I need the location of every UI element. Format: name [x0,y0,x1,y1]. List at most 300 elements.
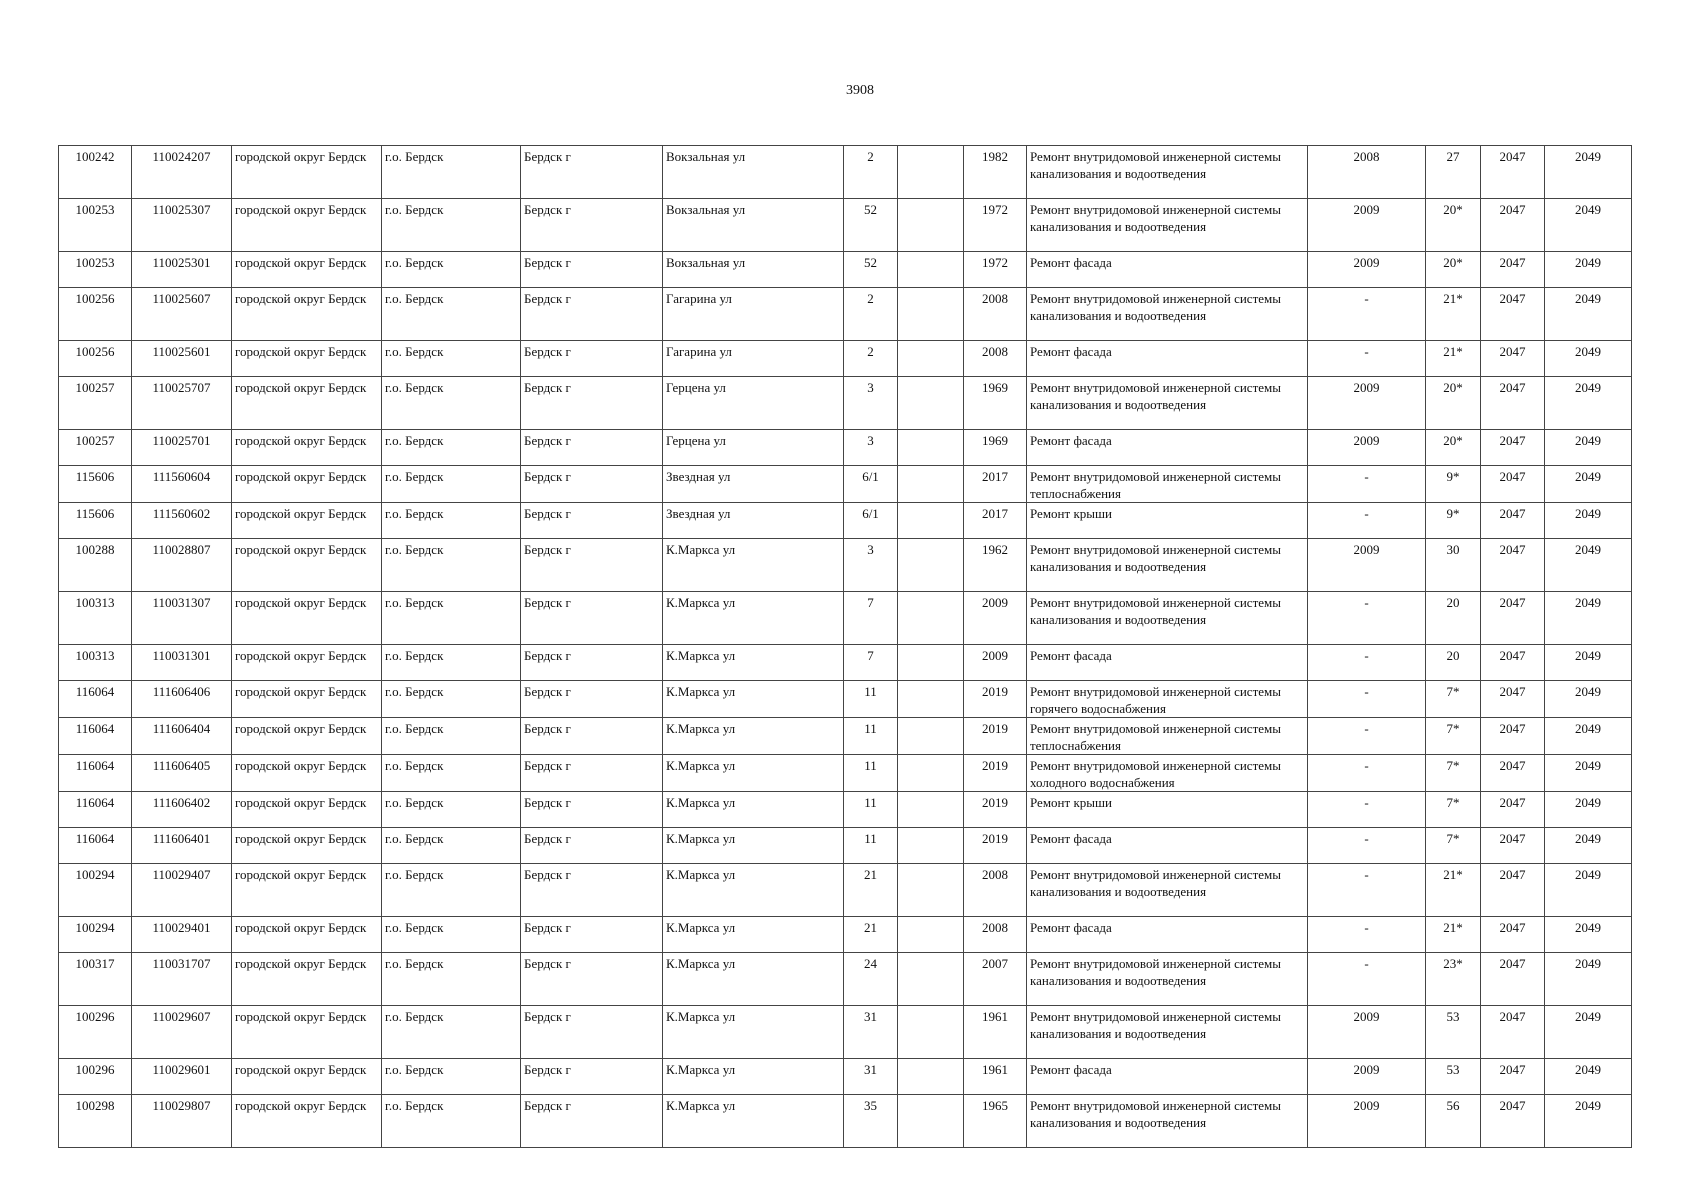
street-cell: К.Маркса ул [663,828,844,864]
work-type-cell: Ремонт фасада [1027,645,1308,681]
district-cell: городской округ Бердск [232,792,382,828]
plan-start-year-cell: 2047 [1481,430,1545,466]
settlement-cell: Бердск г [521,377,663,430]
plan-start-year-cell: 2047 [1481,503,1545,539]
table-row [59,755,1632,792]
building-cell [898,466,964,503]
house-number-cell: 2 [844,146,898,199]
settlement-cell: Бердск г [521,252,663,288]
plan-start-year-cell: 2047 [1481,864,1545,917]
table-row [59,828,1632,864]
work-id-cell: 110029607 [132,1006,232,1059]
district-cell: городской округ Бердск [232,341,382,377]
district-cell: городской округ Бердск [232,864,382,917]
district-cell: городской округ Бердск [232,146,382,199]
district-cell: городской округ Бердск [232,1095,382,1148]
plan-end-year-cell: 2049 [1545,146,1632,199]
building-cell [898,341,964,377]
table-row [59,1006,1632,1059]
plan-start-year-cell: 2047 [1481,755,1545,792]
record-id-cell: 100253 [59,199,132,252]
street-cell: К.Маркса ул [663,792,844,828]
district-cell: городской округ Бердск [232,755,382,792]
street-cell: К.Маркса ул [663,1095,844,1148]
work-type-cell: Ремонт внутридомовой инженерной системы канализования и водоотведения [1027,539,1308,592]
building-cell [898,953,964,1006]
house-number-cell: 11 [844,828,898,864]
table-body [59,146,1632,1148]
street-cell: К.Маркса ул [663,1059,844,1095]
table-row [59,377,1632,430]
settlement-cell: Бердск г [521,1095,663,1148]
municipality-cell: г.о. Бердск [382,864,521,917]
house-number-cell: 52 [844,199,898,252]
registry-table [58,145,1632,1148]
plan-end-year-cell: 2049 [1545,341,1632,377]
build-year-cell: 2007 [964,953,1027,1006]
record-id-cell: 100317 [59,953,132,1006]
district-cell: городской округ Бердск [232,288,382,341]
work-id-cell: 110025701 [132,430,232,466]
municipality-cell: г.о. Бердск [382,341,521,377]
last-repair-year-cell: 2009 [1308,539,1426,592]
settlement-cell: Бердск г [521,792,663,828]
house-number-cell: 24 [844,953,898,1006]
plan-end-year-cell: 2049 [1545,377,1632,430]
settlement-cell: Бердск г [521,341,663,377]
building-cell [898,539,964,592]
wear-cell: 20* [1426,199,1481,252]
building-cell [898,503,964,539]
municipality-cell: г.о. Бердск [382,1006,521,1059]
street-cell: К.Маркса ул [663,917,844,953]
street-cell: К.Маркса ул [663,953,844,1006]
street-cell: К.Маркса ул [663,645,844,681]
building-cell [898,252,964,288]
table-row [59,1059,1632,1095]
street-cell: Гагарина ул [663,341,844,377]
street-cell: Звездная ул [663,466,844,503]
build-year-cell: 1962 [964,539,1027,592]
settlement-cell: Бердск г [521,864,663,917]
street-cell: К.Маркса ул [663,755,844,792]
plan-end-year-cell: 2049 [1545,917,1632,953]
building-cell [898,377,964,430]
work-type-cell: Ремонт внутридомовой инженерной системы горячего водоснабжения [1027,681,1308,718]
build-year-cell: 2019 [964,828,1027,864]
plan-start-year-cell: 2047 [1481,288,1545,341]
house-number-cell: 6/1 [844,466,898,503]
building-cell [898,288,964,341]
record-id-cell: 116064 [59,792,132,828]
building-cell [898,917,964,953]
house-number-cell: 2 [844,288,898,341]
work-id-cell: 111606406 [132,681,232,718]
build-year-cell: 2017 [964,466,1027,503]
plan-end-year-cell: 2049 [1545,592,1632,645]
district-cell: городской округ Бердск [232,252,382,288]
last-repair-year-cell: - [1308,466,1426,503]
municipality-cell: г.о. Бердск [382,430,521,466]
work-id-cell: 110025601 [132,341,232,377]
settlement-cell: Бердск г [521,539,663,592]
house-number-cell: 2 [844,341,898,377]
record-id-cell: 100296 [59,1059,132,1095]
house-number-cell: 21 [844,917,898,953]
record-id-cell: 100257 [59,430,132,466]
settlement-cell: Бердск г [521,288,663,341]
district-cell: городской округ Бердск [232,645,382,681]
district-cell: городской округ Бердск [232,917,382,953]
work-id-cell: 111606402 [132,792,232,828]
work-type-cell: Ремонт фасада [1027,252,1308,288]
plan-start-year-cell: 2047 [1481,953,1545,1006]
record-id-cell: 115606 [59,466,132,503]
work-type-cell: Ремонт внутридомовой инженерной системы канализования и водоотведения [1027,146,1308,199]
work-type-cell: Ремонт внутридомовой инженерной системы канализования и водоотведения [1027,377,1308,430]
build-year-cell: 2008 [964,341,1027,377]
table-row [59,917,1632,953]
build-year-cell: 2009 [964,592,1027,645]
building-cell [898,1006,964,1059]
wear-cell: 27 [1426,146,1481,199]
house-number-cell: 3 [844,377,898,430]
municipality-cell: г.о. Бердск [382,539,521,592]
build-year-cell: 2017 [964,503,1027,539]
last-repair-year-cell: - [1308,828,1426,864]
wear-cell: 56 [1426,1095,1481,1148]
street-cell: К.Маркса ул [663,718,844,755]
record-id-cell: 100294 [59,864,132,917]
district-cell: городской округ Бердск [232,430,382,466]
municipality-cell: г.о. Бердск [382,377,521,430]
last-repair-year-cell: - [1308,792,1426,828]
settlement-cell: Бердск г [521,645,663,681]
last-repair-year-cell: - [1308,288,1426,341]
work-type-cell: Ремонт крыши [1027,792,1308,828]
wear-cell: 7* [1426,792,1481,828]
building-cell [898,718,964,755]
work-type-cell: Ремонт внутридомовой инженерной системы канализования и водоотведения [1027,1006,1308,1059]
build-year-cell: 1969 [964,430,1027,466]
build-year-cell: 1965 [964,1095,1027,1148]
municipality-cell: г.о. Бердск [382,503,521,539]
house-number-cell: 11 [844,718,898,755]
settlement-cell: Бердск г [521,199,663,252]
work-id-cell: 110025301 [132,252,232,288]
last-repair-year-cell: - [1308,503,1426,539]
plan-start-year-cell: 2047 [1481,466,1545,503]
work-type-cell: Ремонт внутридомовой инженерной системы канализования и водоотведения [1027,288,1308,341]
record-id-cell: 100288 [59,539,132,592]
work-id-cell: 110029807 [132,1095,232,1148]
last-repair-year-cell: - [1308,681,1426,718]
record-id-cell: 100253 [59,252,132,288]
district-cell: городской округ Бердск [232,681,382,718]
plan-end-year-cell: 2049 [1545,953,1632,1006]
municipality-cell: г.о. Бердск [382,199,521,252]
last-repair-year-cell: - [1308,755,1426,792]
settlement-cell: Бердск г [521,1059,663,1095]
street-cell: Герцена ул [663,430,844,466]
district-cell: городской округ Бердск [232,503,382,539]
building-cell [898,1059,964,1095]
build-year-cell: 2009 [964,645,1027,681]
street-cell: К.Маркса ул [663,864,844,917]
municipality-cell: г.о. Бердск [382,1095,521,1148]
settlement-cell: Бердск г [521,755,663,792]
wear-cell: 21* [1426,341,1481,377]
wear-cell: 21* [1426,864,1481,917]
building-cell [898,645,964,681]
settlement-cell: Бердск г [521,917,663,953]
build-year-cell: 2019 [964,755,1027,792]
building-cell [898,864,964,917]
last-repair-year-cell: - [1308,592,1426,645]
municipality-cell: г.о. Бердск [382,592,521,645]
work-id-cell: 110029401 [132,917,232,953]
table-row [59,252,1632,288]
district-cell: городской округ Бердск [232,466,382,503]
settlement-cell: Бердск г [521,828,663,864]
wear-cell: 21* [1426,917,1481,953]
plan-end-year-cell: 2049 [1545,792,1632,828]
table-row [59,341,1632,377]
settlement-cell: Бердск г [521,503,663,539]
last-repair-year-cell: - [1308,864,1426,917]
build-year-cell: 1972 [964,252,1027,288]
last-repair-year-cell: 2009 [1308,377,1426,430]
wear-cell: 53 [1426,1059,1481,1095]
municipality-cell: г.о. Бердск [382,466,521,503]
last-repair-year-cell: 2009 [1308,1059,1426,1095]
street-cell: К.Маркса ул [663,539,844,592]
plan-end-year-cell: 2049 [1545,864,1632,917]
work-type-cell: Ремонт крыши [1027,503,1308,539]
district-cell: городской округ Бердск [232,539,382,592]
municipality-cell: г.о. Бердск [382,146,521,199]
last-repair-year-cell: - [1308,718,1426,755]
work-type-cell: Ремонт внутридомовой инженерной системы теплоснабжения [1027,466,1308,503]
wear-cell: 23* [1426,953,1481,1006]
plan-end-year-cell: 2049 [1545,1006,1632,1059]
house-number-cell: 31 [844,1059,898,1095]
build-year-cell: 2019 [964,792,1027,828]
district-cell: городской округ Бердск [232,199,382,252]
build-year-cell: 1982 [964,146,1027,199]
record-id-cell: 115606 [59,503,132,539]
last-repair-year-cell: 2008 [1308,146,1426,199]
last-repair-year-cell: - [1308,917,1426,953]
building-cell [898,1095,964,1148]
work-type-cell: Ремонт внутридомовой инженерной системы канализования и водоотведения [1027,864,1308,917]
district-cell: городской округ Бердск [232,953,382,1006]
district-cell: городской округ Бердск [232,718,382,755]
table-row [59,864,1632,917]
plan-start-year-cell: 2047 [1481,592,1545,645]
wear-cell: 20 [1426,592,1481,645]
work-type-cell: Ремонт внутридомовой инженерной системы холодного водоснабжения [1027,755,1308,792]
work-type-cell: Ремонт фасада [1027,1059,1308,1095]
house-number-cell: 21 [844,864,898,917]
build-year-cell: 2019 [964,718,1027,755]
plan-end-year-cell: 2049 [1545,503,1632,539]
work-id-cell: 110031301 [132,645,232,681]
municipality-cell: г.о. Бердск [382,792,521,828]
last-repair-year-cell: 2009 [1308,199,1426,252]
work-id-cell: 110025707 [132,377,232,430]
building-cell [898,146,964,199]
plan-start-year-cell: 2047 [1481,539,1545,592]
settlement-cell: Бердск г [521,146,663,199]
build-year-cell: 1961 [964,1006,1027,1059]
wear-cell: 20* [1426,377,1481,430]
settlement-cell: Бердск г [521,592,663,645]
work-type-cell: Ремонт фасада [1027,917,1308,953]
build-year-cell: 2019 [964,681,1027,718]
build-year-cell: 2008 [964,864,1027,917]
plan-end-year-cell: 2049 [1545,466,1632,503]
district-cell: городской округ Бердск [232,592,382,645]
municipality-cell: г.о. Бердск [382,917,521,953]
house-number-cell: 11 [844,681,898,718]
settlement-cell: Бердск г [521,681,663,718]
record-id-cell: 116064 [59,681,132,718]
build-year-cell: 2008 [964,917,1027,953]
plan-end-year-cell: 2049 [1545,645,1632,681]
house-number-cell: 3 [844,430,898,466]
wear-cell: 7* [1426,681,1481,718]
municipality-cell: г.о. Бердск [382,681,521,718]
district-cell: городской округ Бердск [232,1006,382,1059]
table-row [59,592,1632,645]
record-id-cell: 100242 [59,146,132,199]
work-id-cell: 110028807 [132,539,232,592]
house-number-cell: 52 [844,252,898,288]
wear-cell: 20 [1426,645,1481,681]
settlement-cell: Бердск г [521,466,663,503]
street-cell: Гагарина ул [663,288,844,341]
plan-start-year-cell: 2047 [1481,917,1545,953]
plan-end-year-cell: 2049 [1545,755,1632,792]
plan-end-year-cell: 2049 [1545,539,1632,592]
plan-end-year-cell: 2049 [1545,288,1632,341]
settlement-cell: Бердск г [521,430,663,466]
settlement-cell: Бердск г [521,1006,663,1059]
table-row [59,792,1632,828]
street-cell: Вокзальная ул [663,146,844,199]
house-number-cell: 35 [844,1095,898,1148]
work-id-cell: 110031307 [132,592,232,645]
last-repair-year-cell: - [1308,341,1426,377]
table-row [59,1095,1632,1148]
plan-start-year-cell: 2047 [1481,828,1545,864]
building-cell [898,681,964,718]
street-cell: Вокзальная ул [663,199,844,252]
work-id-cell: 110029407 [132,864,232,917]
wear-cell: 7* [1426,828,1481,864]
record-id-cell: 100313 [59,592,132,645]
plan-start-year-cell: 2047 [1481,1095,1545,1148]
last-repair-year-cell: 2009 [1308,252,1426,288]
plan-start-year-cell: 2047 [1481,718,1545,755]
building-cell [898,755,964,792]
building-cell [898,430,964,466]
work-id-cell: 110031707 [132,953,232,1006]
build-year-cell: 1969 [964,377,1027,430]
table-row [59,681,1632,718]
wear-cell: 30 [1426,539,1481,592]
plan-end-year-cell: 2049 [1545,252,1632,288]
settlement-cell: Бердск г [521,953,663,1006]
street-cell: К.Маркса ул [663,1006,844,1059]
wear-cell: 21* [1426,288,1481,341]
table-row [59,288,1632,341]
plan-start-year-cell: 2047 [1481,377,1545,430]
work-type-cell: Ремонт внутридомовой инженерной системы канализования и водоотведения [1027,1095,1308,1148]
table-row [59,645,1632,681]
municipality-cell: г.о. Бердск [382,1059,521,1095]
build-year-cell: 1972 [964,199,1027,252]
plan-end-year-cell: 2049 [1545,1095,1632,1148]
work-type-cell: Ремонт внутридомовой инженерной системы канализования и водоотведения [1027,199,1308,252]
work-type-cell: Ремонт внутридомовой инженерной системы канализования и водоотведения [1027,953,1308,1006]
street-cell: Герцена ул [663,377,844,430]
district-cell: городской округ Бердск [232,377,382,430]
wear-cell: 53 [1426,1006,1481,1059]
build-year-cell: 1961 [964,1059,1027,1095]
work-id-cell: 110024207 [132,146,232,199]
plan-start-year-cell: 2047 [1481,1059,1545,1095]
plan-start-year-cell: 2047 [1481,1006,1545,1059]
plan-end-year-cell: 2049 [1545,199,1632,252]
plan-start-year-cell: 2047 [1481,252,1545,288]
table-row [59,199,1632,252]
record-id-cell: 116064 [59,828,132,864]
plan-start-year-cell: 2047 [1481,681,1545,718]
work-id-cell: 111560602 [132,503,232,539]
house-number-cell: 11 [844,792,898,828]
municipality-cell: г.о. Бердск [382,953,521,1006]
record-id-cell: 100296 [59,1006,132,1059]
work-id-cell: 111606405 [132,755,232,792]
work-id-cell: 110025307 [132,199,232,252]
record-id-cell: 116064 [59,755,132,792]
build-year-cell: 2008 [964,288,1027,341]
last-repair-year-cell: 2009 [1308,430,1426,466]
record-id-cell: 100256 [59,341,132,377]
house-number-cell: 11 [844,755,898,792]
wear-cell: 20* [1426,430,1481,466]
wear-cell: 9* [1426,466,1481,503]
plan-start-year-cell: 2047 [1481,341,1545,377]
wear-cell: 7* [1426,718,1481,755]
street-cell: К.Маркса ул [663,681,844,718]
municipality-cell: г.о. Бердск [382,645,521,681]
work-id-cell: 110025607 [132,288,232,341]
work-type-cell: Ремонт фасада [1027,828,1308,864]
plan-end-year-cell: 2049 [1545,718,1632,755]
table-row [59,430,1632,466]
building-cell [898,828,964,864]
plan-end-year-cell: 2049 [1545,430,1632,466]
record-id-cell: 100313 [59,645,132,681]
house-number-cell: 7 [844,645,898,681]
district-cell: городской округ Бердск [232,1059,382,1095]
municipality-cell: г.о. Бердск [382,252,521,288]
record-id-cell: 100257 [59,377,132,430]
plan-end-year-cell: 2049 [1545,1059,1632,1095]
